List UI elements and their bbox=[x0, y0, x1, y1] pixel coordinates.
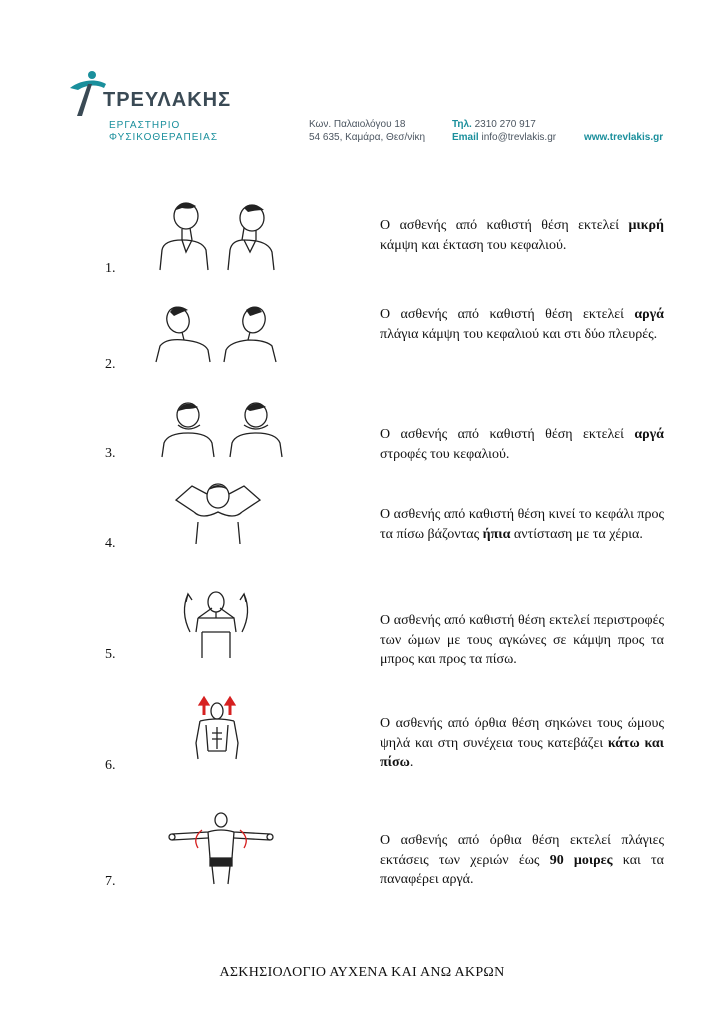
neck-lateral-flexion-illustration bbox=[152, 302, 282, 364]
exercise-description bbox=[380, 714, 664, 773]
logo-figure-icon bbox=[68, 70, 108, 116]
description-text: . bbox=[409, 755, 414, 770]
exercise-number: 4. bbox=[105, 536, 116, 551]
exercise-description bbox=[380, 305, 664, 344]
phone-line bbox=[452, 119, 536, 130]
description-text: Ο ασθενής από καθιστή θέση κινεί το κεφάλι προς τα πίσω βάζοντας bbox=[380, 507, 664, 542]
description-emphasis: αργά bbox=[634, 427, 664, 442]
email-address[interactable]: info@trevlakis.gr bbox=[481, 132, 557, 143]
exercise-number: 2. bbox=[105, 357, 116, 372]
website-link[interactable]: www.trevlakis.gr bbox=[584, 132, 664, 143]
shoulder-shrug-illustration bbox=[188, 693, 246, 763]
shoulder-circles-illustration bbox=[178, 588, 254, 660]
description-emphasis: ήπια bbox=[482, 526, 511, 542]
description-text: Ο ασθενής από καθιστή θέση εκτελεί bbox=[380, 218, 629, 233]
neck-flexion-extension-illustration bbox=[152, 196, 284, 272]
exercise-description bbox=[380, 831, 664, 890]
neck-rotation-illustration bbox=[160, 399, 286, 459]
description-text: στροφές του κεφαλιού. bbox=[380, 446, 510, 462]
address-line-1: Κων. Παλαιολόγου 18 bbox=[309, 119, 406, 130]
neck-resisted-extension-illustration bbox=[172, 478, 264, 546]
description-text: Ο ασθενής από καθιστή θέση εκτελεί bbox=[380, 427, 635, 442]
exercise-description bbox=[380, 216, 664, 255]
description-emphasis: μικρή bbox=[628, 218, 664, 233]
exercise-number: 6. bbox=[105, 758, 116, 773]
description-text: και τα παναφέρει αργά. bbox=[380, 852, 664, 887]
description-text: πλάγια κάμψη του κεφαλιού και στι δύο πλευρές. bbox=[380, 326, 658, 342]
exercise-description bbox=[380, 425, 664, 464]
lateral-arm-raise-illustration bbox=[168, 810, 274, 886]
exercise-description bbox=[380, 611, 664, 670]
description-text: Ο ασθενής από καθιστή θέση εκτελεί bbox=[380, 307, 635, 322]
description-emphasis: αργά bbox=[634, 307, 664, 322]
email-line bbox=[452, 132, 556, 143]
description-emphasis: κάτω και πίσω bbox=[380, 735, 664, 770]
email-label: Email bbox=[452, 132, 479, 143]
logo-subtitle-2: ΦΥΣΙΚΟΘΕΡΑΠΕΙΑΣ bbox=[109, 132, 218, 143]
phone-number: 2310 270 917 bbox=[474, 119, 536, 130]
logo-subtitle-1: ΕΡΓΑΣΤΗΡΙΟ bbox=[109, 120, 181, 131]
exercise-number: 1. bbox=[105, 261, 116, 276]
description-text: αντίσταση με τα χέρια. bbox=[510, 526, 643, 542]
description-text: Ο ασθενής από καθιστή θέση εκτελεί περιστροφές των ώμων με τους αγκώνες σε κάμψη προς τα μπρος και προς τα πίσω. bbox=[380, 613, 664, 667]
letterhead bbox=[0, 0, 724, 160]
description-emphasis: 90 μοιρες bbox=[549, 852, 613, 868]
phone-label: Τηλ. bbox=[452, 119, 472, 130]
logo-name: ΤΡΕΥΛΑΚΗΣ bbox=[103, 89, 232, 111]
description-text: Ο ασθενής από όρθια θέση σηκώνει τους ώμους ψηλά και στη συνέχεια τους κατεβάζει bbox=[380, 716, 664, 751]
document-title-footer: ΑΣΚΗΣΙΟΛΟΓΙΟ ΑΥΧΕΝΑ ΚΑΙ ΑΝΩ ΑΚΡΩΝ bbox=[219, 965, 505, 980]
address-line-2: 54 635, Καμάρα, Θεσ/νίκη bbox=[309, 132, 426, 143]
exercise-number: 3. bbox=[105, 446, 116, 461]
exercise-description bbox=[380, 505, 664, 544]
exercise-number: 7. bbox=[105, 874, 116, 889]
exercise-number: 5. bbox=[105, 647, 116, 662]
description-text: κάμψη και έκταση του κεφαλιού. bbox=[380, 237, 567, 253]
description-text: Ο ασθενής από όρθια θέση εκτελεί πλάγιες εκτάσεις των χεριών έως bbox=[380, 833, 664, 868]
